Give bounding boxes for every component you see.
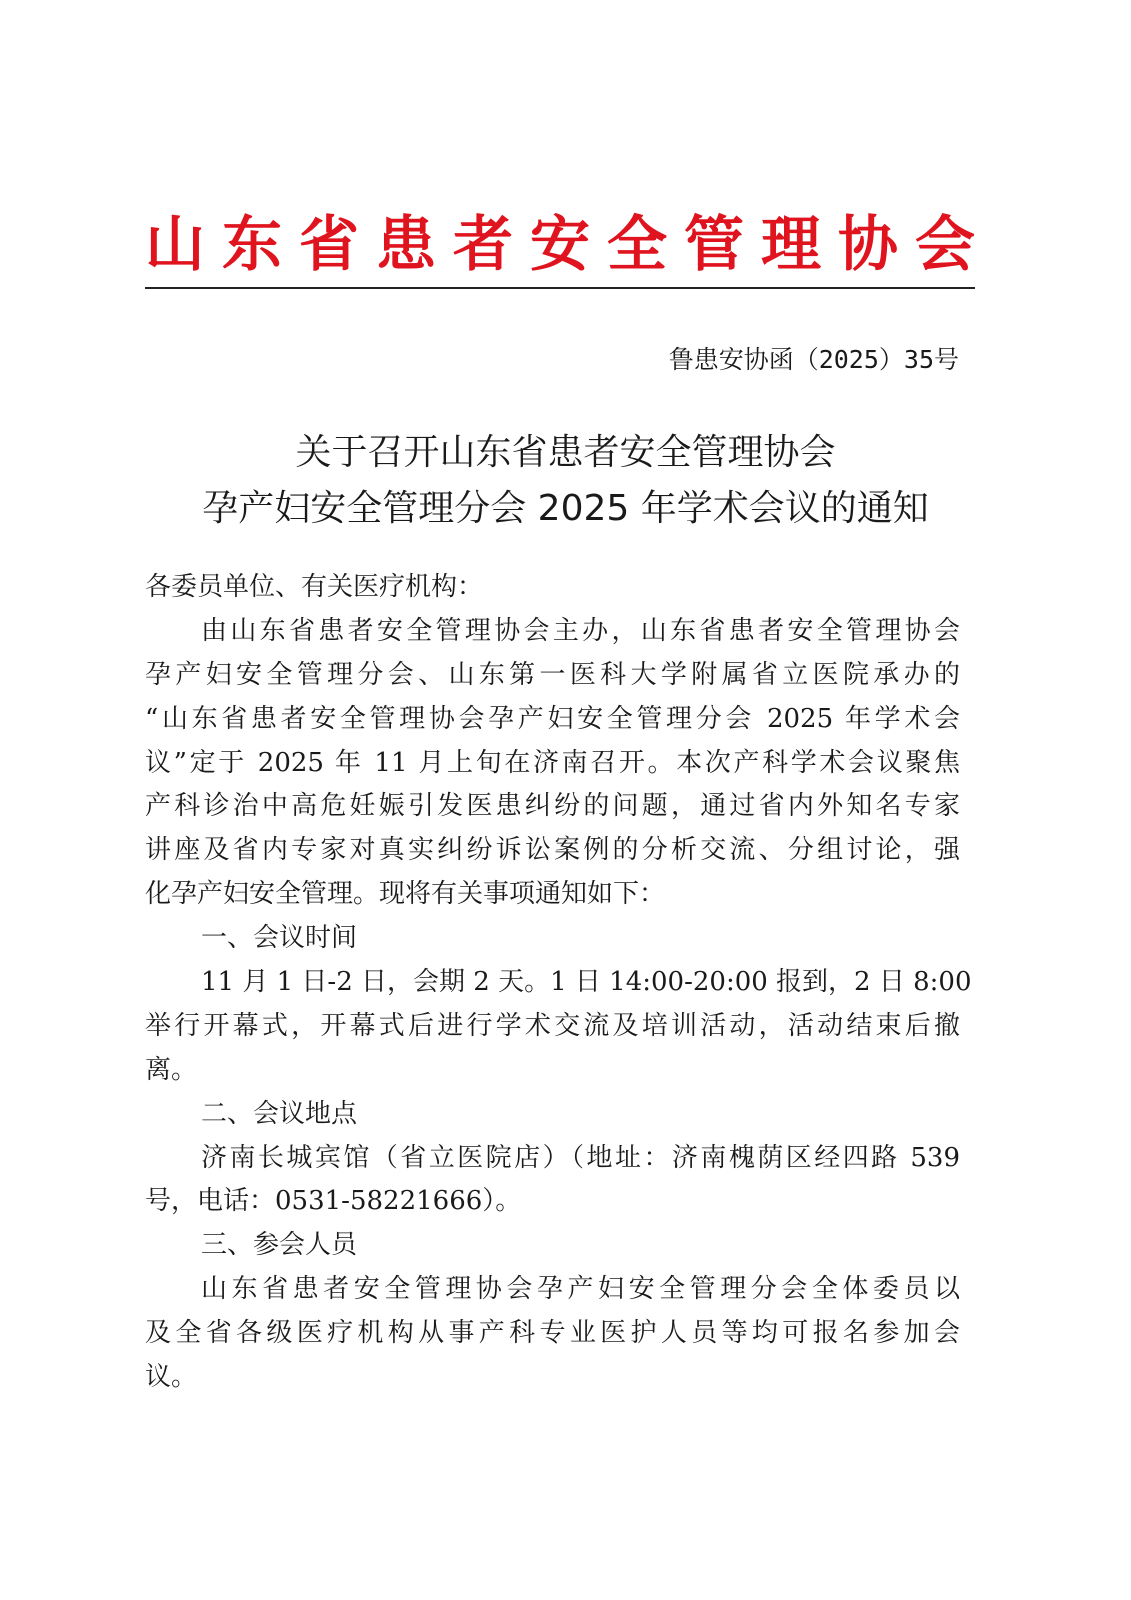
notice-title-line-2: 孕产妇安全管理分会 2025 年学术会议的通知: [202, 488, 929, 529]
body-line: 号，电话：0531-58221666）。: [145, 1186, 522, 1217]
body-line: 由山东省患者安全管理协会主办，山东省患者安全管理协会: [201, 615, 960, 646]
letterhead-char: 协: [838, 210, 898, 280]
body-line: 各委员单位、有关医疗机构：: [145, 572, 484, 602]
body-line: 化孕产妇安全管理。现将有关事项通知如下：: [145, 879, 666, 910]
letterhead-char: 管: [684, 210, 744, 280]
body-line: 举行开幕式，开幕式后进行学术交流及培训活动，活动结束后撤: [145, 1010, 960, 1041]
body-line: 产科诊治中高危妊娠引发医患纠纷的问题，通过省内外知名专家: [145, 791, 960, 822]
letterhead-char: 理: [761, 210, 821, 280]
letterhead-char: 省: [299, 210, 359, 280]
body-line: 二、会议地点: [201, 1098, 358, 1129]
letterhead-char: 东: [222, 210, 282, 280]
letterhead-char: 安: [530, 210, 590, 280]
body-line: 孕产妇安全管理分会、山东第一医科大学附属省立医院承办的: [145, 659, 960, 690]
body-line: 议”定于 2025 年 11 月上旬在济南召开。本次产科学术会议聚焦: [145, 747, 960, 778]
body-line: 山东省患者安全管理协会孕产妇安全管理分会全体委员以: [201, 1274, 960, 1305]
notice-body: [145, 566, 972, 1400]
notice-title-line-1: 关于召开山东省患者安全管理协会: [295, 432, 836, 473]
letterhead-char: 全: [607, 210, 667, 280]
body-line: 三、参会人员: [201, 1230, 358, 1261]
body-line: 及全省各级医疗机构从事产科专业医护人员等均可报名参加会: [145, 1318, 960, 1349]
letterhead-char: 患: [376, 210, 436, 280]
body-line: “山东省患者安全管理协会孕产妇安全管理分会 2025 年学术会: [145, 703, 960, 734]
organization-letterhead: [145, 200, 975, 280]
letterhead-char: 会: [915, 210, 975, 280]
letterhead-char: 者: [453, 210, 513, 280]
letterhead-char: 山: [145, 210, 205, 280]
letterhead-divider: [145, 287, 975, 289]
body-line: 一、会议时间: [201, 923, 358, 954]
document-number: 鲁患安协函（2025）35号: [668, 345, 959, 374]
body-line: 讲座及省内专家对真实纠纷诉讼案例的分析交流、分组讨论，强: [145, 835, 960, 866]
body-line: 离。: [145, 1054, 198, 1085]
body-line: 济南长城宾馆（省立医院店）（地址：济南槐荫区经四路 539: [201, 1142, 960, 1173]
body-line: 议。: [145, 1362, 198, 1393]
body-line: 11 月 1 日-2 日，会期 2 天。1 日 14:00-20:00 报到，2 日 8:00: [201, 967, 972, 998]
